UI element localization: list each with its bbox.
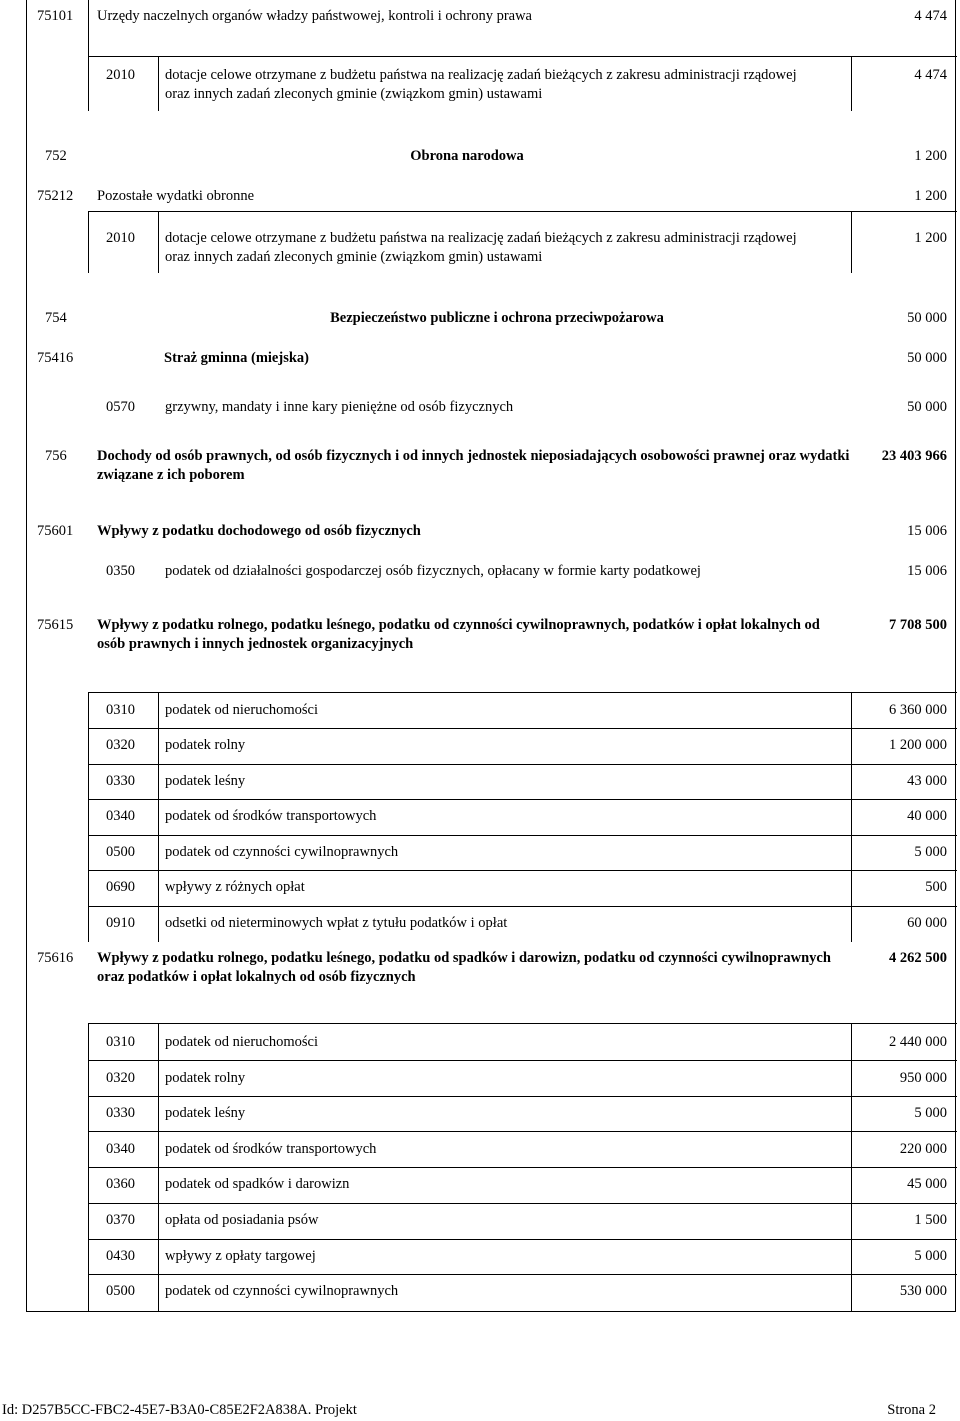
budget-table xyxy=(26,0,956,1312)
grid-line xyxy=(88,1274,957,1275)
grid-line xyxy=(88,1203,957,1204)
row-code: 0310 xyxy=(106,1034,135,1050)
row-amount: 1 200 xyxy=(914,188,947,204)
row-amount: 950 000 xyxy=(899,1070,947,1086)
grid-line xyxy=(88,1060,957,1061)
row-label: Wpływy z podatku rolnego, podatku leśnego, podatku od czynności cywilnoprawnych, podatków i opłat lokalnych od osób prawnych i innych jednostek organizacyjnych xyxy=(97,617,820,652)
row-amount: 50 000 xyxy=(907,399,947,415)
row-code: 0350 xyxy=(106,563,135,579)
row-label: podatek od środków transportowych xyxy=(165,808,377,824)
row-label: Wpływy z podatku rolnego, podatku leśnego, podatku od spadków i darowizn, podatku od czynności cywilnoprawnych oraz podatków i opłat lokalnych od osób fizycznych xyxy=(97,950,831,985)
row-code: 0370 xyxy=(106,1212,135,1228)
grid-line xyxy=(88,1167,957,1168)
row-amount: 1 500 xyxy=(914,1212,947,1228)
row-label: podatek rolny xyxy=(165,737,246,753)
grid-line xyxy=(88,764,957,765)
grid-line xyxy=(88,211,957,212)
row-label: podatek od czynności cywilnoprawnych xyxy=(165,844,399,860)
row-code: 0320 xyxy=(106,737,135,753)
row-label: odsetki od nieterminowych wpłat z tytułu podatków i opłat xyxy=(165,915,508,931)
grid-line xyxy=(851,211,852,273)
row-code: 0360 xyxy=(106,1176,135,1192)
row-code: 75616 xyxy=(37,950,74,966)
row-label: podatek od czynności cywilnoprawnych xyxy=(165,1283,399,1299)
row-label: podatek od spadków i darowizn xyxy=(165,1176,350,1192)
row-code: 0690 xyxy=(106,879,135,895)
row-code: 0570 xyxy=(106,399,135,415)
grid-line xyxy=(88,728,957,729)
row-amount: 500 xyxy=(925,879,947,895)
row-amount: 1 200 000 xyxy=(889,737,947,753)
row-code: 752 xyxy=(45,148,67,164)
row-label: opłata od posiadania psów xyxy=(165,1212,319,1228)
row-amount: 1 200 xyxy=(914,148,947,164)
row-label: dotacje celowe otrzymane z budżetu państwa na realizację zadań bieżących z zakresu administracji rządowej oraz innych zadań zleconych gminie (związkom gmin) ustawami xyxy=(165,230,797,265)
row-label: wpływy z opłaty targowej xyxy=(165,1248,316,1264)
row-label: podatek od działalności gospodarczej osób fizycznych, opłacany w formie karty podatkowej xyxy=(165,563,701,579)
row-code: 2010 xyxy=(106,67,135,83)
row-code: 0330 xyxy=(106,773,135,789)
row-label: podatek leśny xyxy=(165,773,246,789)
page-footer xyxy=(0,1400,960,1421)
row-code: 754 xyxy=(45,310,67,326)
grid-line xyxy=(158,211,159,273)
row-code: 0430 xyxy=(106,1248,135,1264)
row-amount: 15 006 xyxy=(907,523,947,539)
grid-line xyxy=(88,799,957,800)
page-number: Strona 2 xyxy=(887,1402,936,1418)
row-amount: 220 000 xyxy=(899,1141,947,1157)
row-code: 0500 xyxy=(106,844,135,860)
row-amount: 45 000 xyxy=(907,1176,947,1192)
grid-line xyxy=(851,56,852,111)
row-code: 0310 xyxy=(106,702,135,718)
grid-line xyxy=(88,1096,957,1097)
row-label: Bezpieczeństwo publiczne i ochrona przeciwpożarowa xyxy=(330,310,664,326)
row-amount: 43 000 xyxy=(907,773,947,789)
row-label: dotacje celowe otrzymane z budżetu państwa na realizację zadań bieżących z zakresu administracji rządowej oraz innych zadań zleconych gminie (związkom gmin) ustawami xyxy=(165,67,797,102)
row-label: Dochody od osób prawnych, od osób fizycznych i od innych jednostek nieposiadających osobowości prawnej oraz wydatki związane z ich poborem xyxy=(97,448,850,483)
row-code: 75212 xyxy=(37,188,74,204)
grid-line xyxy=(88,1239,957,1240)
row-label: podatek leśny xyxy=(165,1105,246,1121)
row-code: 756 xyxy=(45,448,67,464)
row-code: 0910 xyxy=(106,915,135,931)
row-code: 0320 xyxy=(106,1070,135,1086)
row-amount: 2 440 000 xyxy=(889,1034,947,1050)
grid-line xyxy=(88,870,957,871)
row-amount: 7 708 500 xyxy=(889,617,947,633)
grid-line xyxy=(88,211,89,273)
grid-line xyxy=(88,835,957,836)
row-amount: 40 000 xyxy=(907,808,947,824)
row-amount: 6 360 000 xyxy=(889,702,947,718)
row-amount: 1 200 xyxy=(914,230,947,246)
row-label: wpływy z różnych opłat xyxy=(165,879,305,895)
row-label: Pozostałe wydatki obronne xyxy=(97,188,255,204)
row-label: Obrona narodowa xyxy=(410,148,524,164)
row-code: 2010 xyxy=(106,230,135,246)
grid-line xyxy=(88,1131,957,1132)
row-label: podatek od środków transportowych xyxy=(165,1141,377,1157)
grid-line xyxy=(88,56,957,57)
grid-line xyxy=(88,692,89,942)
row-amount: 50 000 xyxy=(907,310,947,326)
row-amount: 23 403 966 xyxy=(881,448,947,464)
row-label: Straż gminna (miejska) xyxy=(164,350,309,366)
grid-line xyxy=(158,692,159,942)
row-amount: 530 000 xyxy=(899,1283,947,1299)
row-label: podatek rolny xyxy=(165,1070,246,1086)
document-id: Id: D257B5CC-FBC2-45E7-B3A0-C85E2F2A838A. Projekt xyxy=(2,1402,357,1418)
grid-line xyxy=(158,56,159,111)
grid-line xyxy=(88,692,957,693)
row-code: 75416 xyxy=(37,350,74,366)
row-code: 75101 xyxy=(37,8,74,24)
row-label: grzywny, mandaty i inne kary pieniężne od osób fizycznych xyxy=(165,399,514,415)
row-amount: 5 000 xyxy=(914,1105,947,1121)
row-label: Wpływy z podatku dochodowego od osób fizycznych xyxy=(97,523,421,539)
row-amount: 5 000 xyxy=(914,1248,947,1264)
row-label: podatek od nieruchomości xyxy=(165,702,319,718)
row-code: 75615 xyxy=(37,617,74,633)
row-label: podatek od nieruchomości xyxy=(165,1034,319,1050)
grid-line xyxy=(88,906,957,907)
row-amount: 4 474 xyxy=(914,8,947,24)
row-amount: 5 000 xyxy=(914,844,947,860)
row-label: Urzędy naczelnych organów władzy państwowej, kontroli i ochrony prawa xyxy=(97,8,532,24)
grid-line xyxy=(851,692,852,942)
row-amount: 4 262 500 xyxy=(889,950,947,966)
row-code: 75601 xyxy=(37,523,74,539)
row-code: 0330 xyxy=(106,1105,135,1121)
grid-line xyxy=(88,1023,957,1024)
row-amount: 50 000 xyxy=(907,350,947,366)
row-amount: 15 006 xyxy=(907,563,947,579)
row-amount: 60 000 xyxy=(907,915,947,931)
row-code: 0340 xyxy=(106,808,135,824)
row-code: 0500 xyxy=(106,1283,135,1299)
row-code: 0340 xyxy=(106,1141,135,1157)
row-amount: 4 474 xyxy=(914,67,947,83)
